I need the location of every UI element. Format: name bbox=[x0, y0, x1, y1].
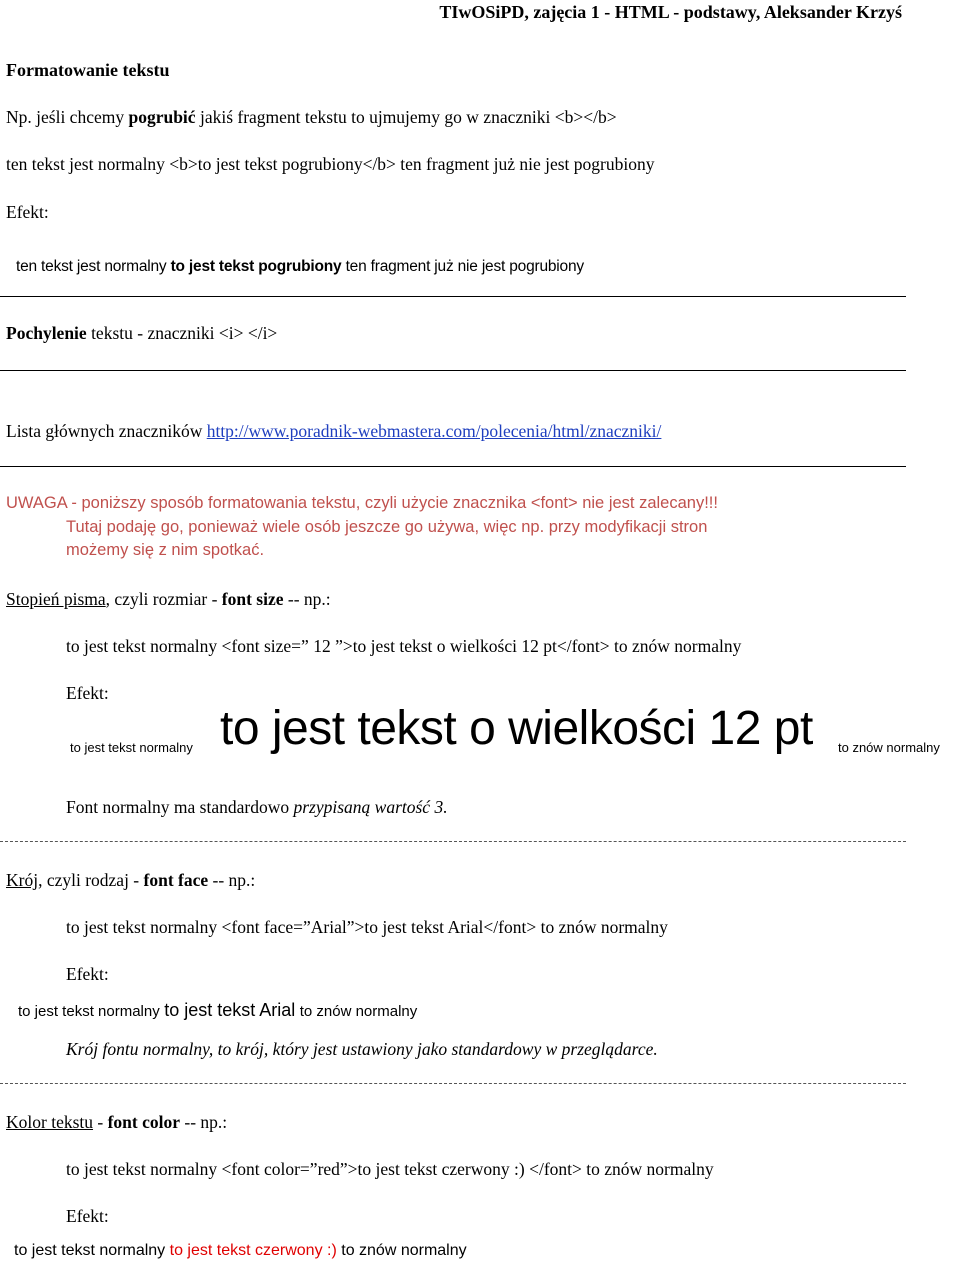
font-color-title-bold: font color bbox=[107, 1112, 181, 1132]
font-size-title bbox=[6, 589, 331, 610]
font-face-demo-normal-1: to jest tekst normalny bbox=[18, 1003, 160, 1020]
font-color-demo-normal-2: to znów normalny bbox=[336, 1242, 467, 1259]
bold-demo-bold: to jest tekst pogrubiony bbox=[170, 258, 342, 275]
font-color-effect-demo bbox=[14, 1241, 467, 1260]
bold-effect-demo bbox=[16, 258, 584, 277]
font-size-title-mid: , czyli rozmiar - bbox=[105, 589, 222, 609]
font-face-title-end: -- np.: bbox=[208, 870, 256, 890]
divider-dashed-1 bbox=[0, 841, 906, 842]
font-size-title-bold: font size bbox=[221, 589, 284, 609]
font-face-demo-arial: to jest tekst Arial bbox=[164, 1000, 296, 1020]
font-color-title-mid: - bbox=[93, 1112, 108, 1132]
divider-dashed-2 bbox=[0, 1083, 906, 1084]
font-face-title-underlined: Krój bbox=[6, 870, 39, 890]
italic-label-bold: Pochylenie bbox=[6, 323, 87, 343]
font-color-code: to jest tekst normalny <font color=”red”>to jest tekst czerwony :) </font> to znów normalny bbox=[66, 1159, 714, 1179]
font-size-note-italic: przypisaną wartość 3. bbox=[293, 797, 448, 817]
font-size-effect-demo bbox=[70, 700, 960, 770]
warning-line-2: Tutaj podaję go, ponieważ wiele osób jeszcze go używa, więc np. przy modyfikacji stron bbox=[66, 518, 708, 536]
bold-intro-keyword: pogrubić bbox=[128, 107, 196, 127]
bold-code-example: ten tekst jest normalny <b>to jest tekst pogrubiony</b> ten fragment już nie jest pogrubiony bbox=[6, 154, 655, 174]
warning-line-3: możemy się z nim spotkać. bbox=[66, 541, 265, 559]
font-color-title-underlined: Kolor tekstu bbox=[6, 1112, 94, 1132]
font-color-effect-label: Efekt: bbox=[66, 1206, 109, 1226]
font-color-title-end: -- np.: bbox=[180, 1112, 228, 1132]
font-face-effect-demo bbox=[18, 1000, 417, 1022]
bold-intro bbox=[6, 107, 617, 128]
font-size-note bbox=[66, 797, 448, 818]
font-size-demo-small-2: to znów normalny bbox=[838, 740, 940, 755]
divider-1 bbox=[0, 296, 906, 297]
font-face-title-mid: , czyli rodzaj - bbox=[38, 870, 144, 890]
font-face-title bbox=[6, 870, 255, 891]
font-face-code: to jest tekst normalny <font face=”Arial”>to jest tekst Arial</font> to znów normalny bbox=[66, 917, 668, 937]
font-size-title-end: -- np.: bbox=[283, 589, 331, 609]
font-size-title-underlined: Stopień pisma bbox=[6, 589, 106, 609]
tag-list-line bbox=[6, 421, 661, 442]
divider-2 bbox=[0, 370, 906, 371]
font-size-code: to jest tekst normalny <font size=” 12 ”>to jest tekst o wielkości 12 pt</font> to znów normalny bbox=[66, 636, 742, 656]
divider-3 bbox=[0, 466, 906, 467]
font-color-demo-normal-1: to jest tekst normalny bbox=[14, 1242, 170, 1259]
tag-list-link[interactable]: http://www.poradnik-webmastera.com/polecenia/html/znaczniki/ bbox=[206, 421, 662, 441]
font-size-demo-small-1: to jest tekst normalny bbox=[70, 740, 193, 755]
font-color-title bbox=[6, 1112, 227, 1133]
font-face-effect-label: Efekt: bbox=[66, 964, 109, 984]
bold-intro-post: jakiś fragment tekstu to ujmujemy go w znaczniki <b></b> bbox=[195, 107, 617, 127]
font-color-demo-red: to jest tekst czerwony :) bbox=[169, 1242, 337, 1259]
font-face-note: Krój fontu normalny, to krój, który jest ustawiony jako standardowy w przeglądarce. bbox=[66, 1039, 658, 1059]
italic-label-rest: tekstu - znaczniki <i> </i> bbox=[86, 323, 278, 343]
font-size-note-pre: Font normalny ma standardowo bbox=[66, 797, 294, 817]
font-face-demo-normal-2: to znów normalny bbox=[299, 1003, 418, 1020]
italic-section bbox=[6, 323, 277, 344]
font-size-effect-label: Efekt: bbox=[66, 683, 109, 703]
bold-intro-pre: Np. jeśli chcemy bbox=[6, 107, 129, 127]
warning-line-1: UWAGA - poniższy sposób formatowania tekstu, czyli użycie znacznika <font> nie jest zalecany!!! bbox=[6, 494, 718, 512]
tag-list-label: Lista głównych znaczników bbox=[6, 421, 207, 441]
bold-demo-normal-2: ten fragment już nie jest pogrubiony bbox=[341, 258, 584, 275]
bold-effect-label: Efekt: bbox=[6, 202, 49, 222]
page-header: TIwOSiPD, zajęcia 1 - HTML - podstawy, Aleksander Krzyś bbox=[439, 2, 902, 22]
font-size-demo-big: to jest tekst o wielkości 12 pt bbox=[220, 702, 813, 755]
section-title: Formatowanie tekstu bbox=[6, 60, 170, 80]
font-face-title-bold: font face bbox=[143, 870, 209, 890]
bold-demo-normal-1: ten tekst jest normalny bbox=[16, 258, 171, 275]
